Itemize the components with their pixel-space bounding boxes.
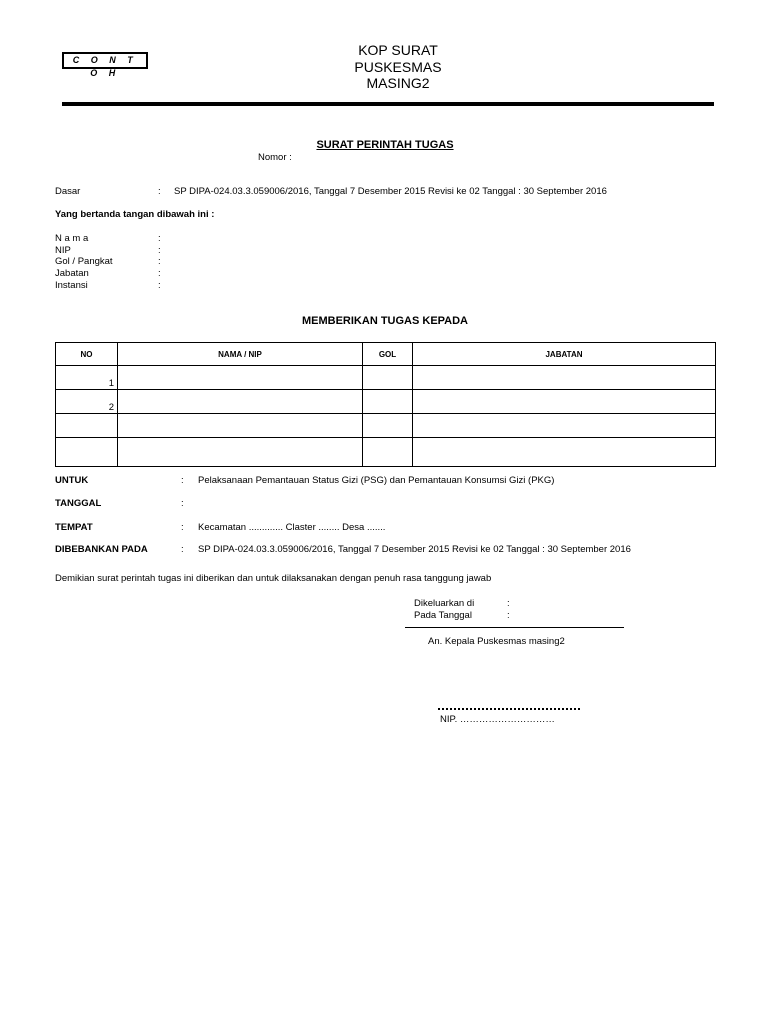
closing-statement: Demikian surat perintah tugas ini diberikan dan untuk dilaksanakan dengan penuh rasa tanggung jawab: [55, 573, 492, 584]
tempat-label: TEMPAT: [55, 522, 93, 533]
signer-field-jabatan-colon: :: [158, 268, 161, 279]
signature-name-line: [438, 707, 580, 710]
cell-gol: [363, 414, 413, 438]
untuk-value: Pelaksanaan Pemantauan Status Gizi (PSG) dan Pemantauan Konsumsi Gizi (PKG): [198, 475, 555, 486]
issued-place-label: Dikeluarkan di: [414, 598, 475, 609]
cell-nama: [118, 414, 363, 438]
letterhead-line-3: MASING2: [366, 75, 430, 91]
assign-heading: MEMBERIKAN TUGAS KEPADA: [301, 315, 469, 327]
cell-nama: [118, 390, 363, 414]
header-jabatan: JABATAN: [413, 343, 716, 366]
letter-title: SURAT PERINTAH TUGAS: [316, 139, 454, 151]
dasar-value: SP DIPA-024.03.3.059006/2016, Tanggal 7 Desember 2015 Revisi ke 02 Tanggal : 30 September 2016: [174, 186, 607, 197]
tanggal-colon: :: [181, 498, 184, 509]
letterhead-line-2: PUSKESMAS: [354, 59, 442, 75]
header-no: NO: [56, 343, 118, 366]
on-behalf-title: An. Kepala Puskesmas masing2: [428, 636, 565, 647]
cell-no: [56, 414, 118, 438]
tempat-colon: :: [181, 522, 184, 533]
cell-no: 2: [56, 390, 118, 414]
cell-no: [56, 438, 118, 467]
signer-field-nip-colon: :: [158, 245, 161, 256]
cell-gol: [363, 390, 413, 414]
tempat-value: Kecamatan ............. Claster ........ Desa .......: [198, 522, 386, 533]
cell-nama: [118, 366, 363, 390]
dasar-label: Dasar: [55, 186, 81, 197]
signer-field-gol-label: Gol / Pangkat: [55, 256, 113, 267]
cell-jabatan: [413, 366, 716, 390]
cell-jabatan: [413, 414, 716, 438]
table-header-row: [56, 343, 716, 366]
nomor-label: Nomor :: [258, 152, 292, 163]
table-row: [56, 414, 716, 438]
contoh-stamp: C O N T O H: [62, 52, 148, 69]
signer-field-nama-colon: :: [158, 233, 161, 244]
untuk-label: UNTUK: [55, 475, 89, 486]
tanggal-label: TANGGAL: [55, 498, 102, 509]
dibebankan-colon: :: [181, 544, 184, 555]
issued-divider: [405, 627, 624, 628]
assignee-table: [55, 342, 716, 467]
signer-field-instansi-label: Instansi: [55, 280, 88, 291]
issued-place-colon: :: [507, 598, 510, 609]
cell-gol: [363, 366, 413, 390]
header-gol: GOL: [363, 343, 413, 366]
cell-nama: [118, 438, 363, 467]
letterhead-line-1: KOP SURAT: [358, 42, 438, 58]
cell-no: 1: [56, 366, 118, 390]
signer-field-nip-label: NIP: [55, 245, 71, 256]
signer-field-gol-colon: :: [158, 256, 161, 267]
signer-field-jabatan-label: Jabatan: [55, 268, 89, 279]
signer-field-nama-label: N a m a: [55, 233, 89, 244]
signer-intro: Yang bertanda tangan dibawah ini :: [55, 209, 215, 220]
letterhead-divider: [62, 102, 714, 106]
cell-jabatan: [413, 390, 716, 414]
table-row: [56, 390, 716, 414]
signer-field-instansi-colon: :: [158, 280, 161, 291]
issued-date-colon: :: [507, 610, 510, 621]
signatory-nip: NIP. …………………………: [440, 714, 555, 725]
cell-jabatan: [413, 438, 716, 467]
untuk-colon: :: [181, 475, 184, 486]
dasar-colon: :: [158, 186, 161, 197]
dibebankan-value: SP DIPA-024.03.3.059006/2016, Tanggal 7 Desember 2015 Revisi ke 02 Tanggal : 30 September 2016: [198, 544, 631, 555]
table-row: [56, 438, 716, 467]
table-row: [56, 366, 716, 390]
dibebankan-label: DIBEBANKAN PADA: [55, 544, 148, 555]
issued-date-label: Pada Tanggal: [414, 610, 472, 621]
header-nama-nip: NAMA / NIP: [118, 343, 363, 366]
cell-gol: [363, 438, 413, 467]
